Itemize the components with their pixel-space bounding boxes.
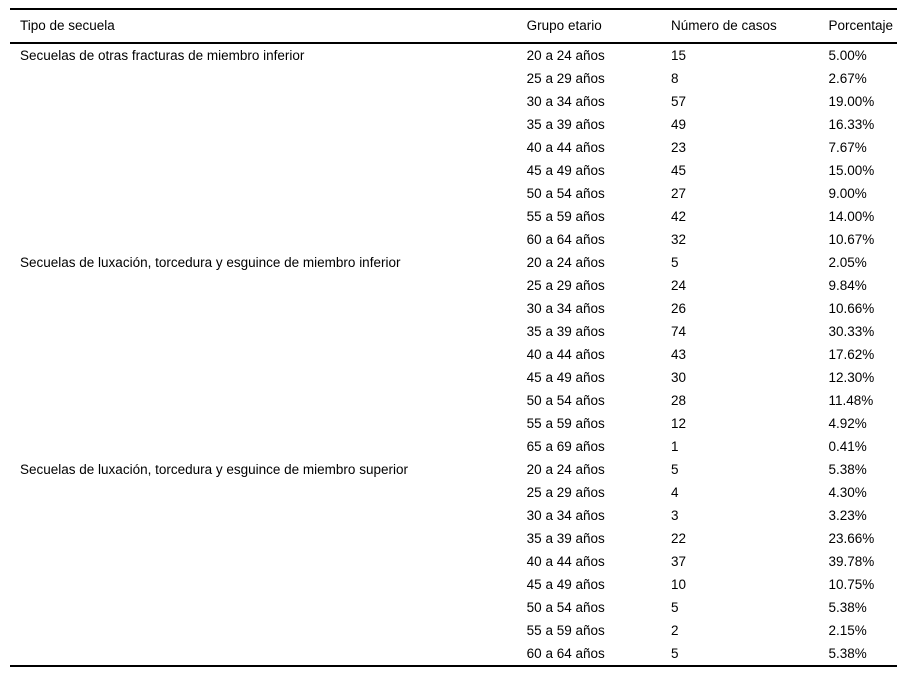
cell-porcentaje: 2.67%	[828, 70, 867, 86]
cell-porcentaje: 12.30%	[828, 369, 875, 385]
cell-tipo-secuela	[10, 90, 523, 113]
cell-porcentaje: 7.67%	[828, 139, 867, 155]
cell-numero-casos: 43	[670, 346, 686, 362]
cell-tipo-secuela	[10, 550, 523, 573]
cell-tipo-secuela	[10, 412, 523, 435]
cell-grupo-etario: 20 a 24 años	[526, 47, 605, 63]
cell-tipo-secuela	[10, 343, 523, 366]
cell-grupo-etario: 25 a 29 años	[526, 484, 605, 500]
cell-grupo-etario: 40 a 44 años	[526, 139, 605, 155]
cell-porcentaje: 5.38%	[828, 645, 867, 661]
cell-porcentaje: 2.05%	[828, 254, 867, 270]
table-row	[10, 596, 897, 619]
cell-tipo-secuela	[10, 113, 523, 136]
cell-grupo-etario: 50 a 54 años	[526, 599, 605, 615]
cell-porcentaje: 10.67%	[828, 231, 875, 247]
table-row	[10, 159, 897, 182]
cell-numero-casos: 10	[670, 576, 686, 592]
cell-porcentaje: 14.00%	[828, 208, 875, 224]
cell-tipo-secuela	[10, 504, 523, 527]
cell-grupo-etario: 35 a 39 años	[526, 323, 605, 339]
col-header-tipo-secuela: Tipo de secuela	[10, 9, 523, 43]
cell-grupo-etario: 20 a 24 años	[526, 254, 605, 270]
table-row	[10, 458, 897, 481]
cell-porcentaje: 10.66%	[828, 300, 875, 316]
cell-tipo-secuela	[10, 527, 523, 550]
cell-grupo-etario: 40 a 44 años	[526, 346, 605, 362]
cell-porcentaje: 30.33%	[828, 323, 875, 339]
table-header	[10, 9, 897, 43]
cell-grupo-etario: 35 a 39 años	[526, 530, 605, 546]
cell-tipo-secuela	[10, 205, 523, 228]
cell-tipo-secuela	[10, 182, 523, 205]
cell-grupo-etario: 20 a 24 años	[526, 461, 605, 477]
table-row	[10, 67, 897, 90]
cell-tipo-secuela: Secuelas de luxación, torcedura y esguince de miembro inferior	[20, 254, 401, 270]
cell-porcentaje: 4.92%	[828, 415, 867, 431]
cell-porcentaje: 10.75%	[828, 576, 875, 592]
table-row	[10, 182, 897, 205]
cell-numero-casos: 23	[670, 139, 686, 155]
cell-grupo-etario: 30 a 34 años	[526, 507, 605, 523]
cell-grupo-etario: 35 a 39 años	[526, 116, 605, 132]
cell-grupo-etario: 30 a 34 años	[526, 300, 605, 316]
table-row	[10, 527, 897, 550]
cell-tipo-secuela	[10, 366, 523, 389]
cell-grupo-etario: 55 a 59 años	[526, 415, 605, 431]
cell-tipo-secuela: Secuelas de luxación, torcedura y esguince de miembro superior	[20, 461, 408, 477]
cell-porcentaje: 15.00%	[828, 162, 875, 178]
table-row	[10, 320, 897, 343]
cell-grupo-etario: 30 a 34 años	[526, 93, 605, 109]
cell-tipo-secuela	[10, 320, 523, 343]
table-row	[10, 90, 897, 113]
cell-numero-casos: 8	[670, 70, 679, 86]
cell-numero-casos: 5	[670, 254, 679, 270]
cell-numero-casos: 32	[670, 231, 686, 247]
cell-numero-casos: 22	[670, 530, 686, 546]
table-row	[10, 504, 897, 527]
cell-grupo-etario: 25 a 29 años	[526, 70, 605, 86]
cell-tipo-secuela	[10, 435, 523, 458]
cell-grupo-etario: 45 a 49 años	[526, 162, 605, 178]
cell-tipo-secuela	[10, 642, 523, 666]
table-row	[10, 389, 897, 412]
table-row	[10, 343, 897, 366]
cell-tipo-secuela	[10, 619, 523, 642]
cell-tipo-secuela	[10, 573, 523, 596]
table-row	[10, 251, 897, 274]
cell-numero-casos: 24	[670, 277, 686, 293]
table-row	[10, 43, 897, 67]
cell-numero-casos: 5	[670, 461, 679, 477]
sequelae-table	[10, 8, 897, 667]
table-row	[10, 366, 897, 389]
cell-porcentaje: 3.23%	[828, 507, 867, 523]
cell-porcentaje: 17.62%	[828, 346, 875, 362]
cell-grupo-etario: 60 a 64 años	[526, 645, 605, 661]
cell-tipo-secuela	[10, 274, 523, 297]
cell-porcentaje: 0.41%	[828, 438, 867, 454]
col-header-grupo-etario: Grupo etario	[523, 9, 667, 43]
header-row	[10, 9, 897, 43]
cell-grupo-etario: 45 a 49 años	[526, 369, 605, 385]
cell-numero-casos: 15	[670, 47, 686, 63]
cell-tipo-secuela	[10, 228, 523, 251]
cell-porcentaje: 5.00%	[828, 47, 867, 63]
cell-porcentaje: 5.38%	[828, 461, 867, 477]
table-row	[10, 205, 897, 228]
cell-numero-casos: 27	[670, 185, 686, 201]
cell-tipo-secuela: Secuelas de otras fracturas de miembro inferior	[20, 47, 305, 63]
cell-porcentaje: 2.15%	[828, 622, 867, 638]
cell-porcentaje: 11.48%	[828, 392, 874, 408]
cell-porcentaje: 9.00%	[828, 185, 867, 201]
col-header-porcentaje: Porcentaje	[824, 9, 897, 43]
cell-grupo-etario: 25 a 29 años	[526, 277, 605, 293]
cell-numero-casos: 74	[670, 323, 686, 339]
table-row	[10, 412, 897, 435]
cell-numero-casos: 26	[670, 300, 686, 316]
cell-tipo-secuela	[10, 596, 523, 619]
cell-porcentaje: 19.00%	[828, 93, 875, 109]
table-row	[10, 228, 897, 251]
cell-numero-casos: 30	[670, 369, 686, 385]
cell-porcentaje: 23.66%	[828, 530, 875, 546]
table-row	[10, 136, 897, 159]
table-row	[10, 113, 897, 136]
cell-porcentaje: 16.33%	[828, 116, 875, 132]
table-row	[10, 435, 897, 458]
cell-numero-casos: 1	[670, 438, 679, 454]
cell-numero-casos: 12	[670, 415, 686, 431]
table-row	[10, 619, 897, 642]
table-body	[10, 43, 897, 666]
col-header-numero-casos: Número de casos	[667, 9, 824, 43]
cell-grupo-etario: 60 a 64 años	[526, 231, 605, 247]
cell-grupo-etario: 40 a 44 años	[526, 553, 605, 569]
cell-grupo-etario: 50 a 54 años	[526, 392, 605, 408]
cell-grupo-etario: 55 a 59 años	[526, 622, 605, 638]
cell-numero-casos: 5	[670, 645, 679, 661]
cell-tipo-secuela	[10, 159, 523, 182]
cell-numero-casos: 49	[670, 116, 686, 132]
table-row	[10, 297, 897, 320]
table-row	[10, 573, 897, 596]
table-row	[10, 642, 897, 666]
cell-numero-casos: 37	[670, 553, 686, 569]
cell-porcentaje: 5.38%	[828, 599, 867, 615]
cell-numero-casos: 2	[670, 622, 679, 638]
cell-numero-casos: 57	[670, 93, 686, 109]
cell-tipo-secuela	[10, 481, 523, 504]
cell-porcentaje: 39.78%	[828, 553, 875, 569]
table-row	[10, 550, 897, 573]
cell-numero-casos: 28	[670, 392, 686, 408]
cell-numero-casos: 45	[670, 162, 686, 178]
cell-numero-casos: 3	[670, 507, 679, 523]
cell-tipo-secuela	[10, 136, 523, 159]
cell-numero-casos: 5	[670, 599, 679, 615]
table-row	[10, 481, 897, 504]
cell-tipo-secuela	[10, 297, 523, 320]
cell-grupo-etario: 50 a 54 años	[526, 185, 605, 201]
cell-porcentaje: 9.84%	[828, 277, 867, 293]
cell-numero-casos: 4	[670, 484, 679, 500]
cell-grupo-etario: 55 a 59 años	[526, 208, 605, 224]
table-row	[10, 274, 897, 297]
cell-numero-casos: 42	[670, 208, 686, 224]
cell-tipo-secuela	[10, 389, 523, 412]
cell-tipo-secuela	[10, 67, 523, 90]
cell-grupo-etario: 65 a 69 años	[526, 438, 605, 454]
cell-grupo-etario: 45 a 49 años	[526, 576, 605, 592]
cell-porcentaje: 4.30%	[828, 484, 867, 500]
